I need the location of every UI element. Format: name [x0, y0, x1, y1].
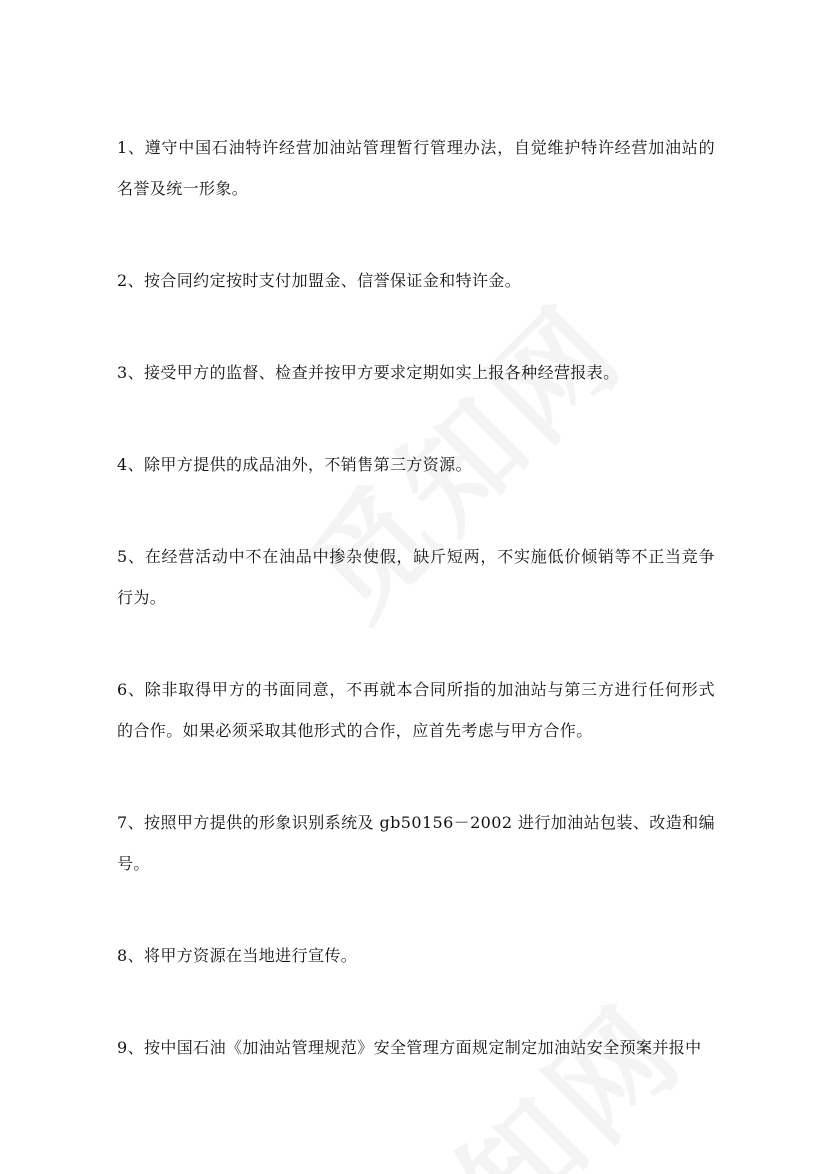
clause-3: 3、接受甲方的监督、检查并按甲方要求定期如实上报各种经营报表。 — [117, 363, 620, 382]
clause-5: 5、在经营活动中不在油品中掺杂使假，缺斤短两，不实施低价倾销等不正当竞争行为。 — [117, 547, 715, 607]
clause-2: 2、按合同约定按时支付加盟金、信誉保证金和特许金。 — [117, 271, 522, 290]
document-body — [117, 127, 715, 1068]
clause-6: 6、除非取得甲方的书面同意，不再就本合同所指的加油站与第三方进行任何形式的合作。如果必须采取其他形式的合作，应首先考虑与甲方合作。 — [117, 680, 715, 740]
clause-4: 4、除甲方提供的成品油外，不销售第三方资源。 — [117, 455, 472, 474]
clause-7: 7、按照甲方提供的形象识别系统及 gb50156－2002 进行加油站包装、改造和编号。 — [117, 813, 715, 873]
clause-9: 9、按中国石油《加油站管理规范》安全管理方面规定制定加油站安全预案并报中 — [117, 1038, 702, 1057]
clause-8: 8、将甲方资源在当地进行宣传。 — [117, 946, 358, 965]
clause-1: 1、遵守中国石油特许经营加油站管理暂行管理办法，自觉维护特许经营加油站的名誉及统一形象。 — [117, 138, 715, 198]
